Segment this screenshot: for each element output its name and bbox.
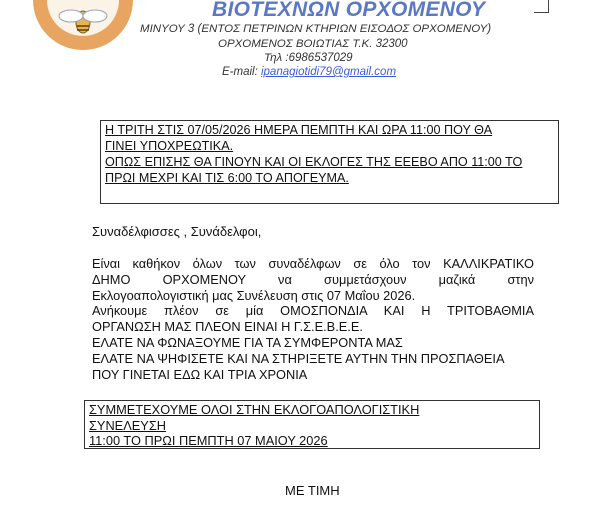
greeting: Συναδέλφισσες , Συνάδελφοι, (92, 224, 262, 239)
notice-line: Η ΤΡΙΤΗ ΣΤΙΣ 07/05/2026 ΗΜΕΡΑ ΠΕΜΠΤΗ ΚΑΙ ΩΡΑ 11:00 ΠΟΥ ΘΑ (105, 123, 493, 137)
body-text (92, 256, 534, 382)
body-line: Είναι καθήκον όλων των συναδέλφων σε όλο τον ΚΑΛΛΙΚΡΑΤΙΚΟ (92, 256, 534, 271)
body-line: Εκλογοαπολογιστική μας Συνέλευση στις 07 Μαΐου 2026. (92, 287, 416, 303)
body-line: ΟΡΓΑΝΩΣΗ ΜΑΣ ΠΛΕΟΝ ΕΙΝΑΙ Η Γ.Σ.Ε.Β.Ε.Ε. (92, 319, 363, 335)
body-line: ΕΛΑΤΕ ΝΑ ΦΩΝΑΞΟΥΜΕ ΓΙΑ ΤΑ ΣΥΜΦΕΡΟΝΤΑ ΜΑΣ (92, 334, 403, 350)
participate-line: 11:00 ΤΟ ΠΡΩΙ ΠΕΜΠΤΗ 07 ΜΑΙΟΥ 2026 (89, 433, 328, 448)
notice-line: ΠΡΩΙ ΜΕΧΡΙ ΚΑΙ ΤΙΣ 6:00 ΤΟ ΑΠΟΓΕΥΜΑ. (105, 171, 349, 185)
bee-icon (33, 0, 133, 50)
header-address: ΜΙΝΥΟΥ 3 (ΕΝΤΟΣ ΠΕΤΡΙΝΩΝ ΚΤΗΡΙΩΝ ΕΙΣΟΔΟΣ ΟΡΧΟΜΕΝΟΥ) (140, 23, 492, 35)
participate-line: ΣΥΝΕΛΕΥΣΗ (89, 417, 166, 433)
notice-box (100, 120, 559, 204)
participate-box (84, 400, 540, 449)
body-line: ΔΗΜΟ ΟΡΧΟΜΕΝΟΥ να συμμετάσχουν μαζικά στην (92, 271, 534, 287)
participate-line: ΣΥΜΜΕΤΕΧΟΥΜΕ ΟΛΟΙ ΣΤΗΝ ΕΚΛΟΓΟΑΠΟΛΟΓΙΣΤΙΚΗ (89, 402, 420, 417)
email-label: E-mail: (222, 66, 261, 78)
union-logo (33, 0, 133, 50)
notice-line: ΓΙΝΕΙ ΥΠΟΧΡΕΩΤΙΚΑ. (105, 139, 234, 153)
email-link[interactable]: ipanagiotidi79@gmail.com (260, 66, 397, 78)
header-phone: Τηλ :6986537029 (264, 52, 353, 64)
page-corner-mark (534, 0, 549, 13)
header-city: ΟΡΧΟΜΕΝΟΣ ΒΟΙΩΤΙΑΣ Τ.Κ. 32300 (218, 38, 408, 50)
organization-title: ΒΙΟΤΕΧΝΩΝ ΟΡΧΟΜΕΝΟΥ (212, 0, 486, 21)
body-line: ΠΟΥ ΓΙΝΕΤΑΙ ΕΔΩ ΚΑΙ ΤΡΙΑ ΧΡΟΝΙΑ (92, 366, 308, 382)
body-line: ΕΛΑΤΕ ΝΑ ΨΗΦΙΣΕΤΕ ΚΑΙ ΝΑ ΣΤΗΡΙΞΕΤΕ ΑΥΤΗΝ ΤΗΝ ΠΡΟΣΠΑΘΕΙΑ (92, 350, 505, 366)
header-email (222, 66, 396, 78)
signature: ΜΕ ΤΙΜΗ (285, 483, 340, 498)
notice-line: ΟΠΩΣ ΕΠΙΣΗΣ ΘΑ ΓΙΝΟΥΝ ΚΑΙ ΟΙ ΕΚΛΟΓΕΣ ΤΗΣ ΕΕΕΒΟ ΑΠΟ 11:00 ΤΟ (105, 155, 523, 169)
body-line: Ανήκουμε πλέον σε μία ΟΜΟΣΠΟΝΔΙΑ ΚΑΙ Η ΤΡΙΤΟΒΑΘΜΙΑ (92, 303, 534, 319)
